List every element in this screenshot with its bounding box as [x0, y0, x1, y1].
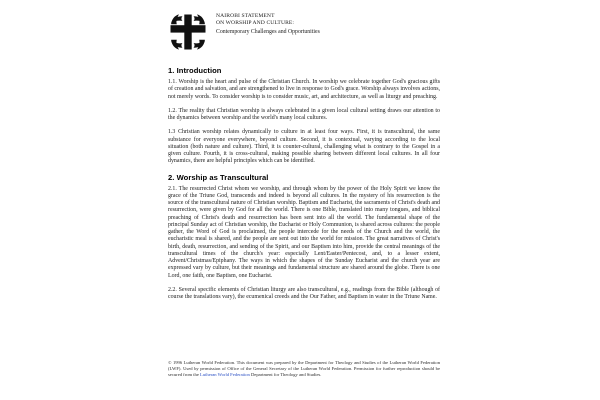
section-heading-introduction: 1. Introduction	[168, 66, 222, 75]
paragraph-1-1: 1.1. Worship is the heart and pulse of the Christian Church. In worship we celebrate together God's gracious gifts of creation and salvation, and are strengthened to live in response to God's grace. Worship always involves actions, not merely words. To consider worship is to consider music, art, and architecture, as well as liturgy and preaching.	[168, 79, 440, 100]
nairobi-cross-logo-icon	[168, 12, 208, 52]
copyright-text-after-link: Department for Theology and Studies.	[249, 372, 322, 378]
masthead-title-block	[216, 12, 320, 36]
copyright-text-before-link: © 1996 Lutheran World Federation. This document was prepared by the Department for Theology and Studies of the Lutheran World Federation (LWF). Used by permission of Office of the General Secretary of the Lutheran World Federation. Permission for further reproduction should be secured from the	[168, 360, 440, 378]
footer-copyright	[168, 360, 440, 378]
document-body	[168, 12, 440, 301]
masthead-line-1: NAIROBI STATEMENT	[216, 13, 275, 19]
paragraph-1-2: 1.2. The reality that Christian worship is always celebrated in a given local cultural setting draws our attention to the dynamics between worship and the world's many local cultures.	[168, 107, 440, 121]
paragraph-2-1: 2.1. The resurrected Christ whom we worship, and through whom by the power of the Holy Spirit we know the grace of the Triune God, transcends and indeed is beyond all cultures. In the mystery of his resurrection is the source of the transcultural nature of Christian worship. Baptism and Eucharist, the sacraments of Christ's death and resurrection, were given by God for all the world. There is one Bible, translated into many tongues, and biblical preaching of Christ's death and resurrection has been sent into all the world. The fundamental shape of the principal Sunday act of Christian worship, the Eucharist or Holy Communion, is shared across cultures: the people gather, the Word of God is proclaimed, the people intercede for the needs of the Church and the world, the eucharistic meal is shared, and the people are sent out into the world for mission. The great narratives of Christ's birth, death, resurrection, and sending of the Spirit, and our Baptism into him, provide the central meanings of the transcultural times of the church's year: especially Lent/Easter/Pentecost, and, to a lesser extent, Advent/Christmas/Epiphany. The ways in which the shapes of the Sunday Eucharist and the church year are expressed vary by culture, but their meanings and fundamental structure are shared around the globe. There is one Lord, one faith, one Baptism, one Eucharist.	[168, 185, 440, 279]
lutheran-world-federation-link[interactable]: Lutheran World Federation	[200, 372, 250, 378]
section-heading-worship-as-transcultural: 2. Worship as Transcultural	[168, 172, 269, 182]
masthead-subtitle: Contemporary Challenges and Opportunities	[216, 28, 320, 35]
copyright-text	[168, 360, 440, 378]
masthead	[168, 12, 440, 56]
masthead-line-2: ON WORSHIP AND CULTURE:	[216, 20, 295, 27]
paragraph-2-2: 2.2. Several specific elements of Christian liturgy are also transcultural, e.g., readings from the Bible (although of course the translations vary), the ecumenical creeds and the Our Father, and Baptism in water in the Triune Name.	[168, 286, 440, 300]
paragraph-1-3: 1.3 Christian worship relates dynamically to culture in at least four ways. First, it is transcultural, the same substance for everyone everywhere, beyond culture. Second, it is contextual, varying according to the local situation (both nature and culture). Third, it is counter-cultural, challenging what is contrary to the Gospel in a given culture. Fourth, it is cross-cultural, making possible sharing between different local cultures. In all four dynamics, there are helpful principles which can be identified.	[168, 129, 440, 165]
